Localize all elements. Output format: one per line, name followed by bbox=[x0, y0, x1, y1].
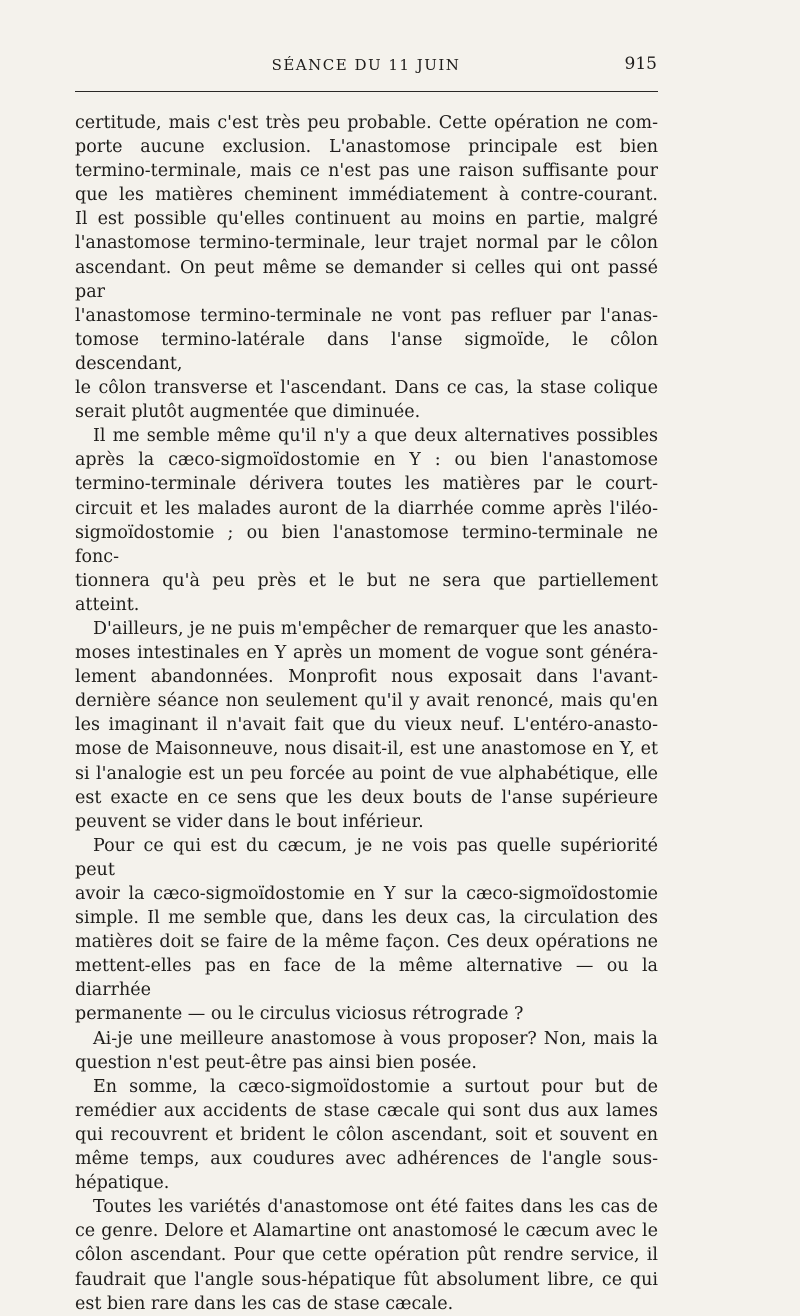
text-line: mettent-elles pas en face de la même alternative — ou la diarrhée bbox=[75, 956, 658, 1001]
text-line: l'anastomose termino-terminale ne vont pas refluer par l'anas- bbox=[75, 305, 658, 326]
text-line: serait plutôt augmentée que diminuée. bbox=[75, 402, 421, 423]
text-line: que les matières cheminent immédiatement à contre-courant. bbox=[75, 185, 658, 206]
text-line: certitude, mais c'est très peu probable. Cette opération ne com- bbox=[75, 113, 658, 133]
text-line: Il me semble même qu'il n'y a que deux alternatives possibles bbox=[93, 426, 658, 447]
text-line: l'anastomose termino-terminale, leur trajet normal par le côlon bbox=[75, 233, 658, 254]
text-line: En somme, la cæco-sigmoïdostomie a surtout pour but de bbox=[93, 1076, 658, 1097]
body-text bbox=[75, 111, 658, 1316]
text-line: peuvent se vider dans le bout inférieur. bbox=[75, 811, 424, 832]
paragraph bbox=[75, 1075, 658, 1195]
text-line: après la cæco-sigmoïdostomie en Y : ou bien l'anastomose bbox=[75, 450, 658, 471]
paragraph bbox=[75, 1027, 658, 1075]
text-line: permanente — ou le circulus viciosus rétrograde ? bbox=[75, 1004, 524, 1025]
text-line: les imaginant il n'avait fait que du vieux neuf. L'entéro-anasto- bbox=[75, 715, 658, 736]
text-line: Toutes les variétés d'anastomose ont été faites dans les cas de bbox=[93, 1197, 658, 1218]
text-line: sigmoïdostomie ; ou bien l'anastomose termino-terminale ne fonc- bbox=[75, 522, 658, 567]
text-line: est bien rare dans les cas de stase cæcale. bbox=[75, 1293, 454, 1314]
text-line: avoir la cæco-sigmoïdostomie en Y sur la cæco-sigmoïdostomie bbox=[75, 884, 658, 904]
text-line: circuit et les malades auront de la diarrhée comme après l'iléo- bbox=[75, 498, 658, 519]
header-rule bbox=[75, 91, 658, 92]
text-line: simple. Il me semble que, dans les deux cas, la circulation des bbox=[75, 908, 658, 929]
text-line: hépatique. bbox=[75, 1173, 170, 1194]
text-line: termino-terminale, mais ce n'est pas une raison suffisante pour bbox=[75, 161, 658, 182]
text-line: question n'est peut-être pas ainsi bien posée. bbox=[75, 1052, 477, 1073]
text-line: tionnera qu'à peu près et le but ne sera que partiellement atteint. bbox=[75, 570, 658, 615]
paragraph bbox=[75, 111, 658, 424]
text-line: même temps, aux coudures avec adhérences de l'angle sous- bbox=[75, 1149, 658, 1170]
text-line: le côlon transverse et l'ascendant. Dans ce cas, la stase colique bbox=[75, 378, 658, 399]
text-line: Pour ce qui est du cæcum, je ne vois pas quelle supériorité peut bbox=[75, 835, 658, 880]
text-line: ce genre. Delore et Alamartine ont anastomosé le cæcum avec le bbox=[75, 1221, 658, 1242]
paragraph bbox=[75, 617, 658, 834]
header-title: SÉANCE DU 11 JUIN bbox=[271, 56, 461, 74]
text-line: D'ailleurs, je ne puis m'empêcher de remarquer que les anasto- bbox=[93, 618, 658, 639]
text-line: termino-terminale dérivera toutes les matières par le court- bbox=[75, 474, 658, 495]
page-number: 915 bbox=[624, 54, 657, 74]
paragraph bbox=[75, 1195, 658, 1315]
text-line: porte aucune exclusion. L'anastomose principale est bien bbox=[75, 137, 658, 158]
text-line: tomose termino-latérale dans l'anse sigmoïde, le côlon descendant, bbox=[75, 329, 658, 374]
running-header bbox=[75, 56, 657, 82]
text-line: est exacte en ce sens que les deux bouts de l'anse supérieure bbox=[75, 787, 658, 808]
text-line: matières doit se faire de la même façon. Ces deux opérations ne bbox=[75, 932, 658, 953]
text-line: qui recouvrent et brident le côlon ascendant, soit et souvent en bbox=[75, 1124, 658, 1145]
text-line: si l'analogie est un peu forcée au point de vue alphabétique, elle bbox=[75, 763, 658, 784]
text-line: ascendant. On peut même se demander si celles qui ont passé par bbox=[75, 257, 658, 302]
text-line: moses intestinales en Y après un moment de vogue sont généra- bbox=[75, 643, 658, 664]
text-line: lement abandonnées. Monprofit nous exposait dans l'avant- bbox=[75, 667, 658, 688]
text-line: mose de Maisonneuve, nous disait-il, est une anastomose en Y, et bbox=[75, 739, 658, 760]
text-line: faudrait que l'angle sous-hépatique fût absolument libre, ce qui bbox=[75, 1269, 658, 1290]
text-line: dernière séance non seulement qu'il y avait renoncé, mais qu'en bbox=[75, 691, 658, 712]
text-line: Il est possible qu'elles continuent au moins en partie, malgré bbox=[75, 209, 658, 230]
text-line: remédier aux accidents de stase cæcale qui sont dus aux lames bbox=[75, 1100, 658, 1121]
paragraph bbox=[75, 834, 658, 1027]
text-line: côlon ascendant. Pour que cette opération pût rendre service, il bbox=[75, 1245, 658, 1266]
text-line: Ai-je une meilleure anastomose à vous proposer? Non, mais la bbox=[93, 1028, 658, 1049]
paragraph bbox=[75, 424, 658, 617]
